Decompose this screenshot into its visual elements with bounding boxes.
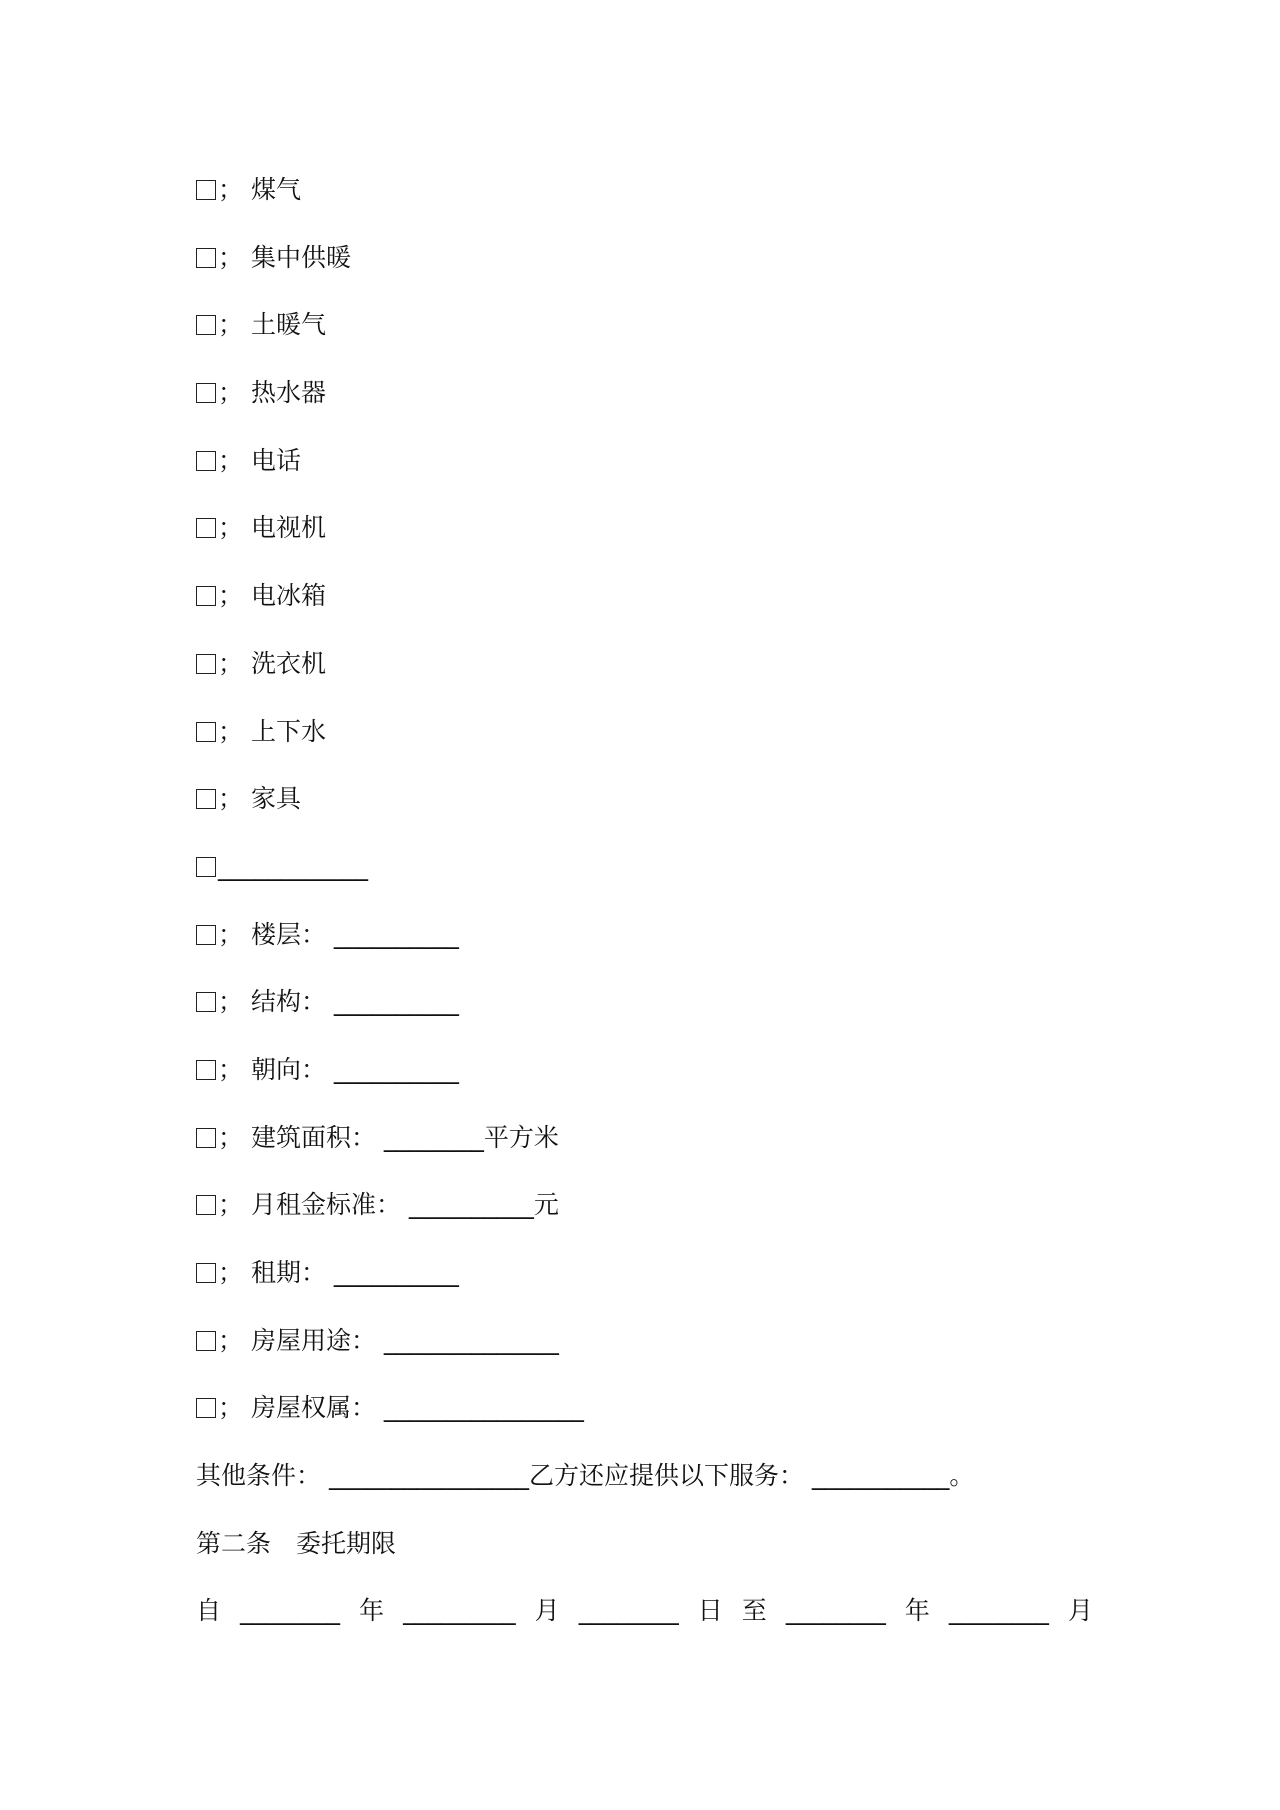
checklist-item	[196, 156, 1096, 224]
checklist-item	[196, 224, 1096, 292]
checklist-item	[196, 901, 1096, 969]
checklist-item-label: ； 电冰箱	[218, 581, 326, 611]
date-blank[interactable]: ________	[578, 1596, 679, 1626]
checklist-item-label: ； 上下水	[218, 716, 326, 746]
checkbox[interactable]	[196, 180, 216, 200]
checklist-item	[196, 562, 1096, 630]
checklist-item	[196, 291, 1096, 359]
checklist-item-label: ____________	[218, 851, 368, 881]
checklist-item-label: ； 集中供暖	[218, 242, 351, 272]
checklist-item	[196, 1374, 1096, 1442]
checklist-item	[196, 765, 1096, 833]
checklist-item	[196, 427, 1096, 495]
checklist-item	[196, 698, 1096, 766]
checklist-item-label: ； 煤气	[218, 175, 301, 204]
article-2-title: 第二条 委托期限	[196, 1528, 397, 1558]
checklist-item-label: ； 建筑面积： ________平方米	[218, 1122, 559, 1152]
checklist-item-label: ； 楼层： __________	[218, 919, 459, 949]
checklist-item	[196, 968, 1096, 1036]
checklist-item-label: ； 租期： __________	[218, 1258, 459, 1287]
checkbox[interactable]	[196, 518, 216, 538]
date-blank[interactable]: ________	[948, 1596, 1049, 1626]
checkbox[interactable]	[196, 654, 216, 674]
checklist-item-label: ； 朝向： __________	[218, 1054, 459, 1084]
checklist-item	[196, 833, 1096, 901]
checkbox[interactable]	[196, 1128, 216, 1148]
checkbox[interactable]	[196, 315, 216, 335]
checkbox[interactable]	[196, 722, 216, 742]
checkbox[interactable]	[196, 451, 216, 471]
date-word: 月	[1067, 1596, 1093, 1626]
checklist-item	[196, 1036, 1096, 1104]
checklist-item	[196, 494, 1096, 562]
checklist-item-label: ； 房屋用途： ______________	[218, 1325, 559, 1355]
checklist-item-label: ； 月租金标准： __________元	[218, 1190, 559, 1220]
checkbox[interactable]	[196, 1263, 216, 1283]
checklist	[196, 156, 1096, 1442]
checklist-item	[196, 1307, 1096, 1375]
checkbox[interactable]	[196, 857, 216, 877]
date-word: 至	[741, 1596, 767, 1626]
checklist-item-label: ； 洗衣机	[218, 648, 326, 678]
date-blank[interactable]: ________	[785, 1596, 886, 1626]
checklist-item-label: ； 房屋权属： ________________	[218, 1393, 584, 1423]
checkbox[interactable]	[196, 992, 216, 1012]
checkbox[interactable]	[196, 248, 216, 268]
checkbox[interactable]	[196, 383, 216, 403]
checkbox[interactable]	[196, 1398, 216, 1418]
date-word: 自	[196, 1596, 222, 1626]
checkbox[interactable]	[196, 1195, 216, 1215]
date-word: 日	[697, 1596, 723, 1626]
checklist-item-label: ； 家具	[218, 784, 301, 814]
term-date-line	[196, 1577, 1093, 1645]
checklist-item-label: ； 电话	[218, 445, 301, 475]
date-word: 月	[534, 1596, 560, 1626]
checkbox[interactable]	[196, 925, 216, 945]
checklist-item	[196, 630, 1096, 698]
date-word: 年	[359, 1596, 385, 1626]
checklist-item	[196, 1171, 1096, 1239]
checkbox[interactable]	[196, 1060, 216, 1080]
checkbox[interactable]	[196, 789, 216, 809]
other-conditions: 其他条件： ________________乙方还应提供以下服务： ___________。	[196, 1461, 975, 1491]
date-word: 年	[904, 1596, 930, 1626]
checklist-item-label: ； 热水器	[218, 378, 326, 408]
checklist-item	[196, 1239, 1096, 1307]
checklist-item-label: ； 电视机	[218, 513, 326, 543]
document-page	[196, 156, 1096, 1645]
checklist-item-label: ； 结构： __________	[218, 987, 459, 1017]
checkbox[interactable]	[196, 586, 216, 606]
checkbox[interactable]	[196, 1331, 216, 1351]
date-blank[interactable]: _________	[403, 1596, 516, 1626]
date-blank[interactable]: ________	[240, 1596, 341, 1626]
checklist-item-label: ； 土暖气	[218, 310, 326, 340]
checklist-item	[196, 1104, 1096, 1172]
checklist-item	[196, 359, 1096, 427]
